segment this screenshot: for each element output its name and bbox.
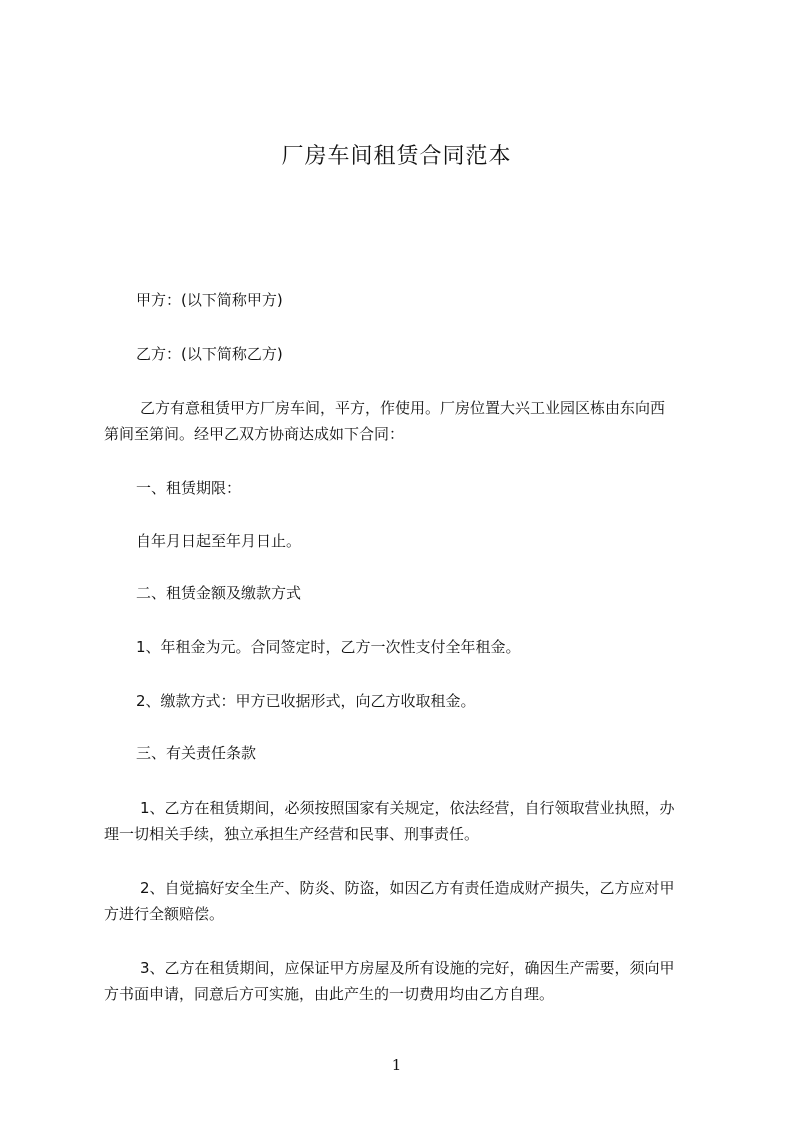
section3-item1-line-1: 1、乙方在租赁期间，必须按照国家有关规定，依法经营，自行领取营业执照，办 [140, 799, 675, 817]
page-number: 1 [391, 1056, 402, 1074]
section1-text: 自年月日起至年月日止。 [136, 532, 302, 550]
section3-heading: 三、有关责任条款 [136, 744, 257, 762]
party-a-line: 甲方：(以下简称甲方) [136, 291, 283, 309]
section2-item1: 1、年租金为元。合同签定时，乙方一次性支付全年租金。 [136, 638, 521, 656]
document-title: 厂房车间租赁合同范本 [281, 144, 512, 169]
section3-item1-line-2: 理一切相关手续，独立承担生产经营和民事、刑事责任。 [104, 825, 480, 843]
party-b-line: 乙方：(以下简称乙方) [136, 345, 283, 363]
section2-item2: 2、缴款方式：甲方已收据形式，向乙方收取租金。 [136, 692, 476, 710]
section3-item3-line-2: 方书面申请，同意后方可实施，由此产生的一切费用均由乙方自理。 [104, 985, 555, 1003]
section3-item2-line-1: 2、自觉搞好安全生产、防炎、防盗，如因乙方有责任造成财产损失，乙方应对甲 [140, 879, 675, 897]
section3-item3-line-1: 3、乙方在租赁期间，应保证甲方房屋及所有设施的完好，确因生产需要，须向甲 [140, 959, 675, 977]
section3-item2-line-2: 方进行全额赔偿。 [104, 905, 225, 923]
section1-heading: 一、租赁期限： [136, 479, 242, 497]
intro-line-2: 第间至第间。经甲乙双方协商达成如下合同： [104, 425, 405, 443]
section2-heading: 二、租赁金额及缴款方式 [136, 584, 302, 602]
intro-line-1: 乙方有意租赁甲方厂房车间，平方，作使用。厂房位置大兴工业园区栋由东向西 [140, 399, 666, 417]
